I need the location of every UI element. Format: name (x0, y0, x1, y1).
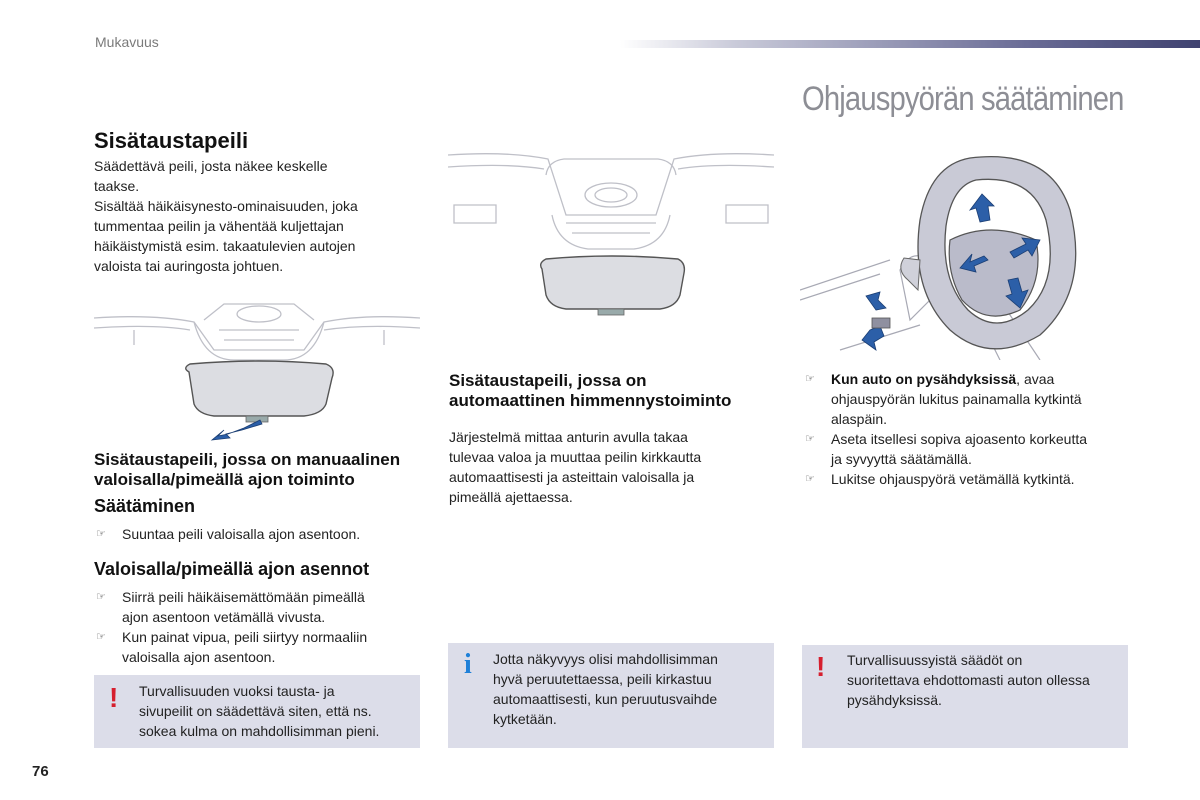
intro-line: tummentaa peilin ja vähentää kuljettajan (94, 218, 344, 234)
info-line: automaattisesti, kun peruutusvaihde (493, 691, 718, 707)
mirror-glass (541, 256, 685, 309)
manual-title-line: Sisätaustapeili, jossa on manuaalinen (94, 450, 401, 469)
warning-text (139, 681, 414, 741)
positions-title: Valoisalla/pimeällä ajon asennot (94, 559, 370, 579)
pointing-hand-icon: ☞ (96, 528, 106, 540)
bullet-text: ohjauspyörän lukitus painamalla kytkintä (831, 391, 1082, 407)
list-item (94, 524, 424, 544)
manual-mirror-title (94, 450, 424, 490)
warning-line: pysähdyksissä. (847, 692, 942, 708)
auto-text-line: Järjestelmä mittaa anturin avulla takaa (449, 429, 688, 445)
mirror-glass (186, 361, 333, 416)
bullet-text: ajon asentoon vetämällä vivusta. (122, 609, 326, 625)
info-text (493, 649, 768, 729)
list-item (803, 469, 1129, 489)
header-gradient-bar (620, 40, 1200, 48)
bullet-text: Lukitse ohjauspyörä vetämällä kytkintä. (831, 471, 1075, 487)
info-notice-reverse (448, 643, 774, 748)
warning-text (847, 650, 1122, 710)
auto-text-line: automaattisesti ja asteittain valoisalla ja (449, 469, 695, 485)
info-line: hyvä peruutettaessa, peili kirkastuu (493, 671, 712, 687)
list-item (94, 587, 424, 627)
warning-notice-mirrors (94, 675, 420, 748)
intro-line: taakse. (94, 178, 140, 194)
adjust-list (94, 524, 424, 544)
exclamation-icon: ! (816, 651, 826, 682)
warning-notice-steering (802, 645, 1128, 748)
pointing-hand-icon: ☞ (805, 373, 815, 385)
arrow-up-icon (970, 194, 994, 222)
pointing-hand-icon: ☞ (805, 473, 815, 485)
bullet-text: Siirrä peili häikäisemättömään pimeällä (122, 589, 365, 605)
bullet-text: Suuntaa peili valoisalla ajon asentoon. (122, 526, 361, 542)
list-item (803, 369, 1129, 429)
list-item (803, 429, 1129, 469)
auto-mirror-title (449, 371, 779, 411)
bullet-text: Aseta itsellesi sopiva ajoasento korkeutta (831, 431, 1088, 447)
bullet-text: ja syvyyttä säätämällä. (831, 451, 972, 467)
steering-bullets (803, 369, 1129, 489)
bullet-text: Kun painat vipua, peili siirtyy normaaliin (122, 629, 368, 645)
info-icon: i (464, 649, 472, 680)
intro-line: Sisältää häikäisynesto-ominaisuuden, joka (94, 198, 358, 214)
section-title-mirror: Sisätaustapeili (94, 128, 249, 153)
intro-line: Säädettävä peili, josta näkee keskelle (94, 158, 328, 174)
auto-title-line: automaattinen himmennystoiminto (449, 391, 732, 410)
warning-line: Turvallisuuden vuoksi tausta- ja (139, 683, 335, 699)
warning-line: sokea kulma on mahdollisimman pieni. (139, 723, 380, 739)
info-line: kytketään. (493, 711, 557, 727)
warning-line: sivupeilit on säädettävä siten, että ns. (139, 703, 372, 719)
section-label: Mukavuus (95, 34, 159, 50)
manual-mirror-illustration (94, 300, 420, 450)
bullet-first-line (831, 369, 1129, 389)
info-line: Jotta näkyvyys olisi mahdollisimman (493, 651, 718, 667)
warning-line: suoritettava ehdottomasti auton ollessa (847, 672, 1090, 688)
bullet-text: valoisalla ajon asentoon. (122, 649, 276, 665)
pointing-hand-icon: ☞ (96, 591, 106, 603)
bullet-text: , avaa (1016, 371, 1055, 387)
auto-title-line: Sisätaustapeili, jossa on (449, 371, 647, 390)
page-title: Ohjauspyörän säätäminen (802, 80, 1124, 118)
bullet-text: alaspäin. (831, 411, 888, 427)
intro-line: valoista tai auringosta johtuen. (94, 258, 284, 274)
auto-text-line: pimeällä ajettaessa. (449, 489, 573, 505)
intro-line: häikäistymistä esim. takaatulevien autojen (94, 238, 356, 254)
adjust-title: Säätäminen (94, 496, 196, 516)
auto-mirror-text (449, 427, 769, 507)
manual-title-line: valoisalla/pimeällä ajon toiminto (94, 470, 355, 489)
auto-mirror-illustration (448, 145, 774, 325)
positions-list (94, 587, 424, 667)
list-item (94, 627, 424, 667)
warning-line: Turvallisuussyistä säädöt on (847, 652, 1023, 668)
pointing-hand-icon: ☞ (805, 433, 815, 445)
steering-wheel-illustration (800, 150, 1130, 360)
exclamation-icon: ! (109, 682, 119, 713)
tilt-arrow-icon (212, 420, 262, 440)
pointing-hand-icon: ☞ (96, 631, 106, 643)
page-number: 76 (32, 763, 49, 780)
bullet-bold: Kun auto on pysähdyksissä (831, 371, 1017, 387)
mirror-intro (94, 156, 414, 276)
auto-text-line: tulevaa valoa ja muuttaa peilin kirkkautta (449, 449, 702, 465)
